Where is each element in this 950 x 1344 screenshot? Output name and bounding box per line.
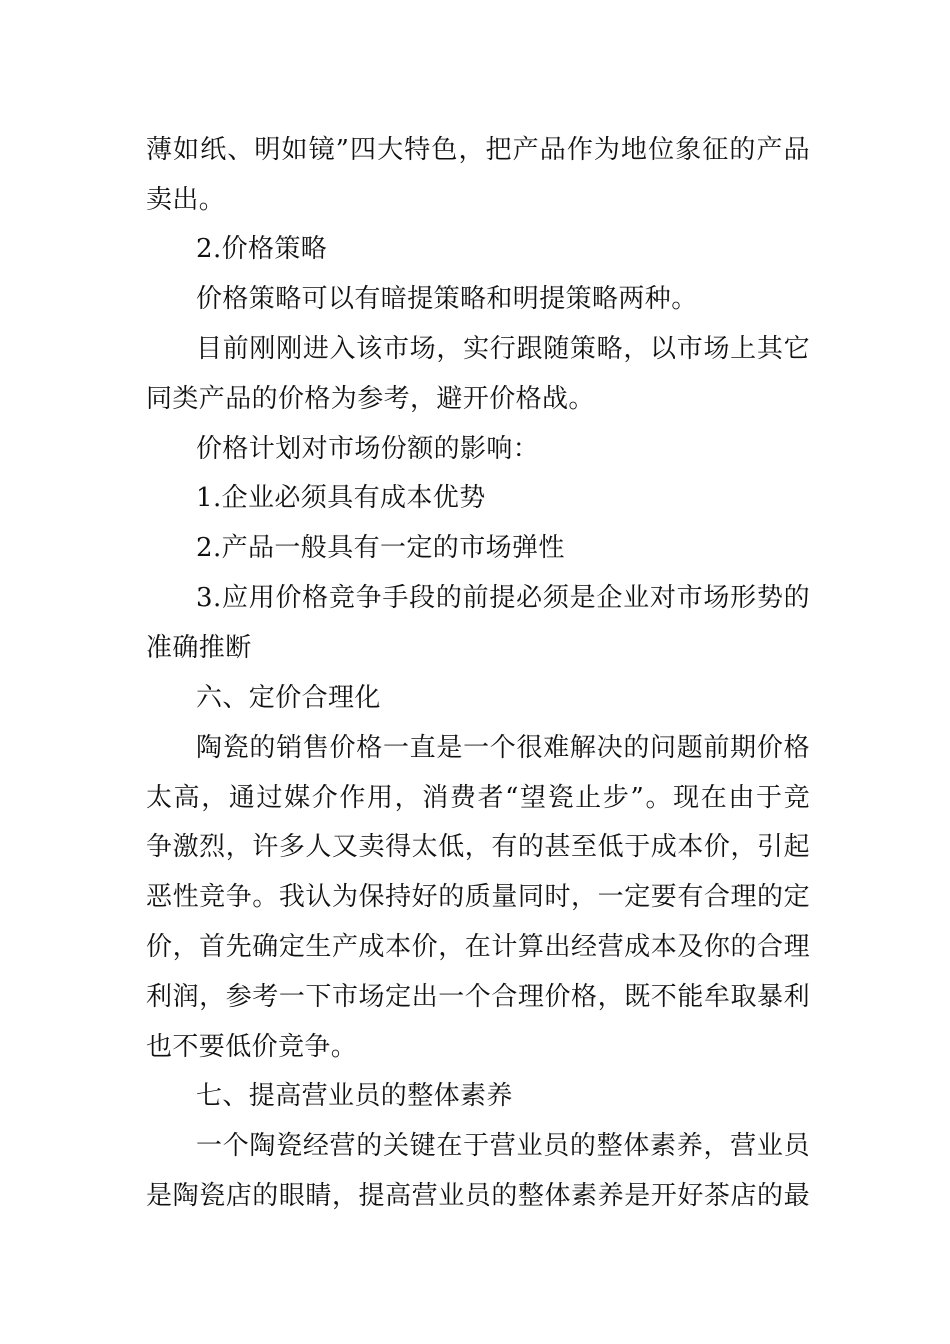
text-line: 薄如纸、明如镜”四大特色，把产品作为地位象征的产品 (146, 135, 810, 165)
text-line: 价格策略可以有暗提策略和明提策略两种。 (196, 284, 698, 314)
text-line: 利润，参考一下市场定出一个合理价格，既不能牟取暴利 (146, 982, 810, 1012)
text-line: 一个陶瓷经营的关键在于营业员的整体素养，营业员 (196, 1131, 810, 1161)
text-line: 陶瓷的销售价格一直是一个很难解决的问题前期价格 (196, 733, 810, 763)
list-item: 3.应用价格竞争手段的前提必须是企业对市场形势的 (196, 583, 810, 613)
text-line: 价格计划对市场份额的影响： (196, 434, 540, 464)
text-line: 太高，通过媒介作用，消费者“望瓷止步”。现在由于竞 (146, 783, 810, 813)
list-item: 1.企业必须具有成本优势 (196, 483, 486, 513)
text-line: 争激烈，许多人又卖得太低，有的甚至低于成本价，引起 (146, 832, 810, 862)
text-line: 价，首先确定生产成本价，在计算出经营成本及你的合理 (146, 932, 810, 962)
text-line: 同类产品的价格为参考，避开价格战。 (146, 384, 595, 414)
text-line: 卖出。 (146, 185, 226, 215)
section-heading: 七、提高营业员的整体素养 (196, 1081, 513, 1111)
list-item: 2.产品一般具有一定的市场弹性 (196, 533, 565, 563)
text-line: 是陶瓷店的眼睛，提高营业员的整体素养是开好茶店的最 (146, 1181, 810, 1211)
text-line: 恶性竞争。我认为保持好的质量同时，一定要有合理的定 (146, 882, 810, 912)
section-heading: 六、定价合理化 (196, 683, 381, 713)
text-line: 也不要低价竞争。 (146, 1032, 358, 1062)
text-line: 准确推断 (146, 633, 252, 663)
section-heading: 2.价格策略 (196, 234, 328, 264)
text-line: 目前刚刚进入该市场，实行跟随策略，以市场上其它 (196, 334, 810, 364)
